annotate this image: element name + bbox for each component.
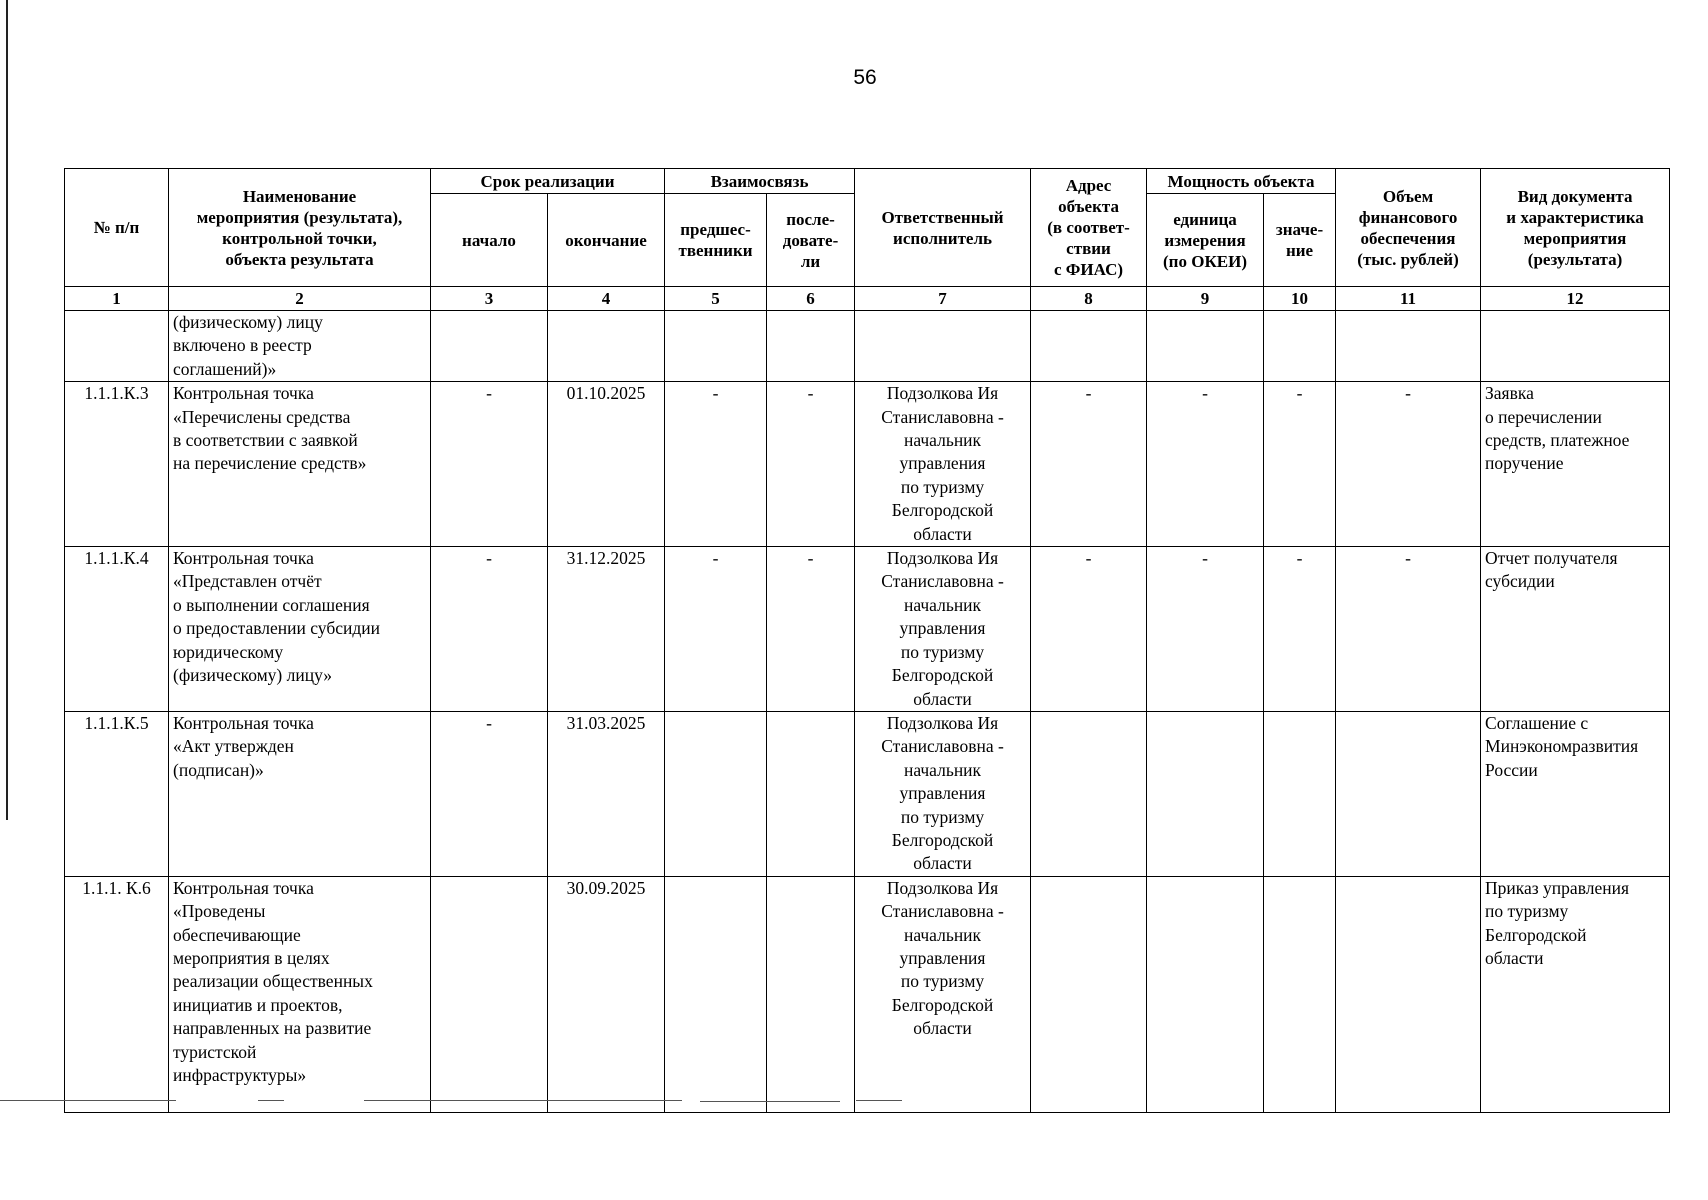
cell-finance: - [1336, 547, 1481, 712]
column-number: 6 [767, 287, 855, 311]
header-predecessors: предшес- твенники [665, 194, 767, 287]
cell-value [1264, 311, 1336, 382]
cell-address: - [1031, 382, 1147, 547]
column-number: 9 [1147, 287, 1264, 311]
header-start: начало [431, 194, 548, 287]
cell-num [65, 311, 169, 382]
cell-predecessors: - [665, 382, 767, 547]
cell-value: - [1264, 547, 1336, 712]
cell-address [1031, 311, 1147, 382]
header-num: № п/п [65, 169, 169, 287]
cell-unit [1147, 876, 1264, 1112]
cell-end: 31.03.2025 [548, 711, 665, 876]
column-number: 7 [855, 287, 1031, 311]
cell-predecessors [665, 711, 767, 876]
cell-unit [1147, 311, 1264, 382]
column-number: 1 [65, 287, 169, 311]
cell-executor: Подзолкова Ия Станиславовна - начальник управления по туризму Белгородской области [855, 382, 1031, 547]
cell-name: (физическому) лицу включено в реестр соглашений)» [169, 311, 431, 382]
cell-finance: - [1336, 382, 1481, 547]
cell-end [548, 311, 665, 382]
header-address: Адрес объекта (в соответ- ствии с ФИАС) [1031, 169, 1147, 287]
header-finance: Объем финансового обеспечения (тыс. рублей) [1336, 169, 1481, 287]
cell-unit: - [1147, 547, 1264, 712]
header-value: значе- ние [1264, 194, 1336, 287]
plan-table [64, 168, 1670, 1113]
table-row [65, 711, 1670, 876]
cell-end: 01.10.2025 [548, 382, 665, 547]
cell-start: - [431, 547, 548, 712]
cell-start: - [431, 711, 548, 876]
header-relation-group: Взаимосвязь [665, 169, 855, 194]
cell-successors [767, 876, 855, 1112]
cell-doc [1481, 311, 1670, 382]
cell-finance [1336, 876, 1481, 1112]
cell-predecessors [665, 311, 767, 382]
table-body [65, 311, 1670, 1113]
header-end: окончание [548, 194, 665, 287]
column-number: 4 [548, 287, 665, 311]
page-edge-rule [6, 0, 8, 820]
cell-end: 30.09.2025 [548, 876, 665, 1112]
cell-finance [1336, 311, 1481, 382]
cell-predecessors [665, 876, 767, 1112]
cell-unit: - [1147, 382, 1264, 547]
cell-predecessors: - [665, 547, 767, 712]
cell-address: - [1031, 547, 1147, 712]
header-doc: Вид документа и характеристика мероприятия (результата) [1481, 169, 1670, 287]
cell-successors [767, 311, 855, 382]
column-number: 11 [1336, 287, 1481, 311]
cell-start [431, 876, 548, 1112]
column-number: 3 [431, 287, 548, 311]
column-number: 10 [1264, 287, 1336, 311]
cell-executor: Подзолкова Ия Станиславовна - начальник управления по туризму Белгородской области [855, 547, 1031, 712]
cell-end: 31.12.2025 [548, 547, 665, 712]
cell-doc: Заявка о перечислении средств, платежное поручение [1481, 382, 1670, 547]
footer-rule [0, 1100, 176, 1101]
column-number: 8 [1031, 287, 1147, 311]
cell-num: 1.1.1.К.4 [65, 547, 169, 712]
cell-start [431, 311, 548, 382]
header-term-group: Срок реализации [431, 169, 665, 194]
table-row [65, 547, 1670, 712]
cell-executor: Подзолкова Ия Станиславовна - начальник управления по туризму Белгородской области [855, 711, 1031, 876]
header-unit: единица измерения (по ОКЕИ) [1147, 194, 1264, 287]
table-row [65, 876, 1670, 1112]
table-header [65, 169, 1670, 311]
header-successors: после- довате- ли [767, 194, 855, 287]
table-row [65, 382, 1670, 547]
column-number: 2 [169, 287, 431, 311]
header-name: Наименование мероприятия (результата), контрольной точки, объекта результата [169, 169, 431, 287]
cell-num: 1.1.1. К.6 [65, 876, 169, 1112]
cell-successors: - [767, 547, 855, 712]
cell-name: Контрольная точка «Представлен отчёт о выполнении соглашения о предоставлении субсидии юридическому (физическому) лицу» [169, 547, 431, 712]
cell-executor: Подзолкова Ия Станиславовна - начальник управления по туризму Белгородской области [855, 876, 1031, 1112]
cell-num: 1.1.1.К.5 [65, 711, 169, 876]
column-number: 5 [665, 287, 767, 311]
cell-executor [855, 311, 1031, 382]
cell-num: 1.1.1.К.3 [65, 382, 169, 547]
cell-name: Контрольная точка «Акт утвержден (подписан)» [169, 711, 431, 876]
footer-rule [856, 1100, 902, 1101]
cell-address [1031, 876, 1147, 1112]
cell-doc: Соглашение с Минэкономразвития России [1481, 711, 1670, 876]
footer-rule [700, 1101, 840, 1102]
cell-successors [767, 711, 855, 876]
cell-value: - [1264, 382, 1336, 547]
cell-finance [1336, 711, 1481, 876]
cell-start: - [431, 382, 548, 547]
cell-name: Контрольная точка «Перечислены средства в соответствии с заявкой на перечисление средств» [169, 382, 431, 547]
cell-address [1031, 711, 1147, 876]
table-row [65, 311, 1670, 382]
cell-value [1264, 876, 1336, 1112]
header-capacity-group: Мощность объекта [1147, 169, 1336, 194]
footer-rule [364, 1100, 682, 1101]
header-executor: Ответственный исполнитель [855, 169, 1031, 287]
cell-value [1264, 711, 1336, 876]
page-number: 56 [853, 66, 877, 89]
column-number: 12 [1481, 287, 1670, 311]
footer-rule [258, 1100, 284, 1101]
cell-unit [1147, 711, 1264, 876]
cell-name: Контрольная точка «Проведены обеспечивающие мероприятия в целях реализации общественных инициатив и проектов, направленных на развитие туристской инфраструктуры» [169, 876, 431, 1112]
cell-successors: - [767, 382, 855, 547]
cell-doc: Отчет получателя субсидии [1481, 547, 1670, 712]
column-number-row [65, 287, 1670, 311]
cell-doc: Приказ управления по туризму Белгородской области [1481, 876, 1670, 1112]
